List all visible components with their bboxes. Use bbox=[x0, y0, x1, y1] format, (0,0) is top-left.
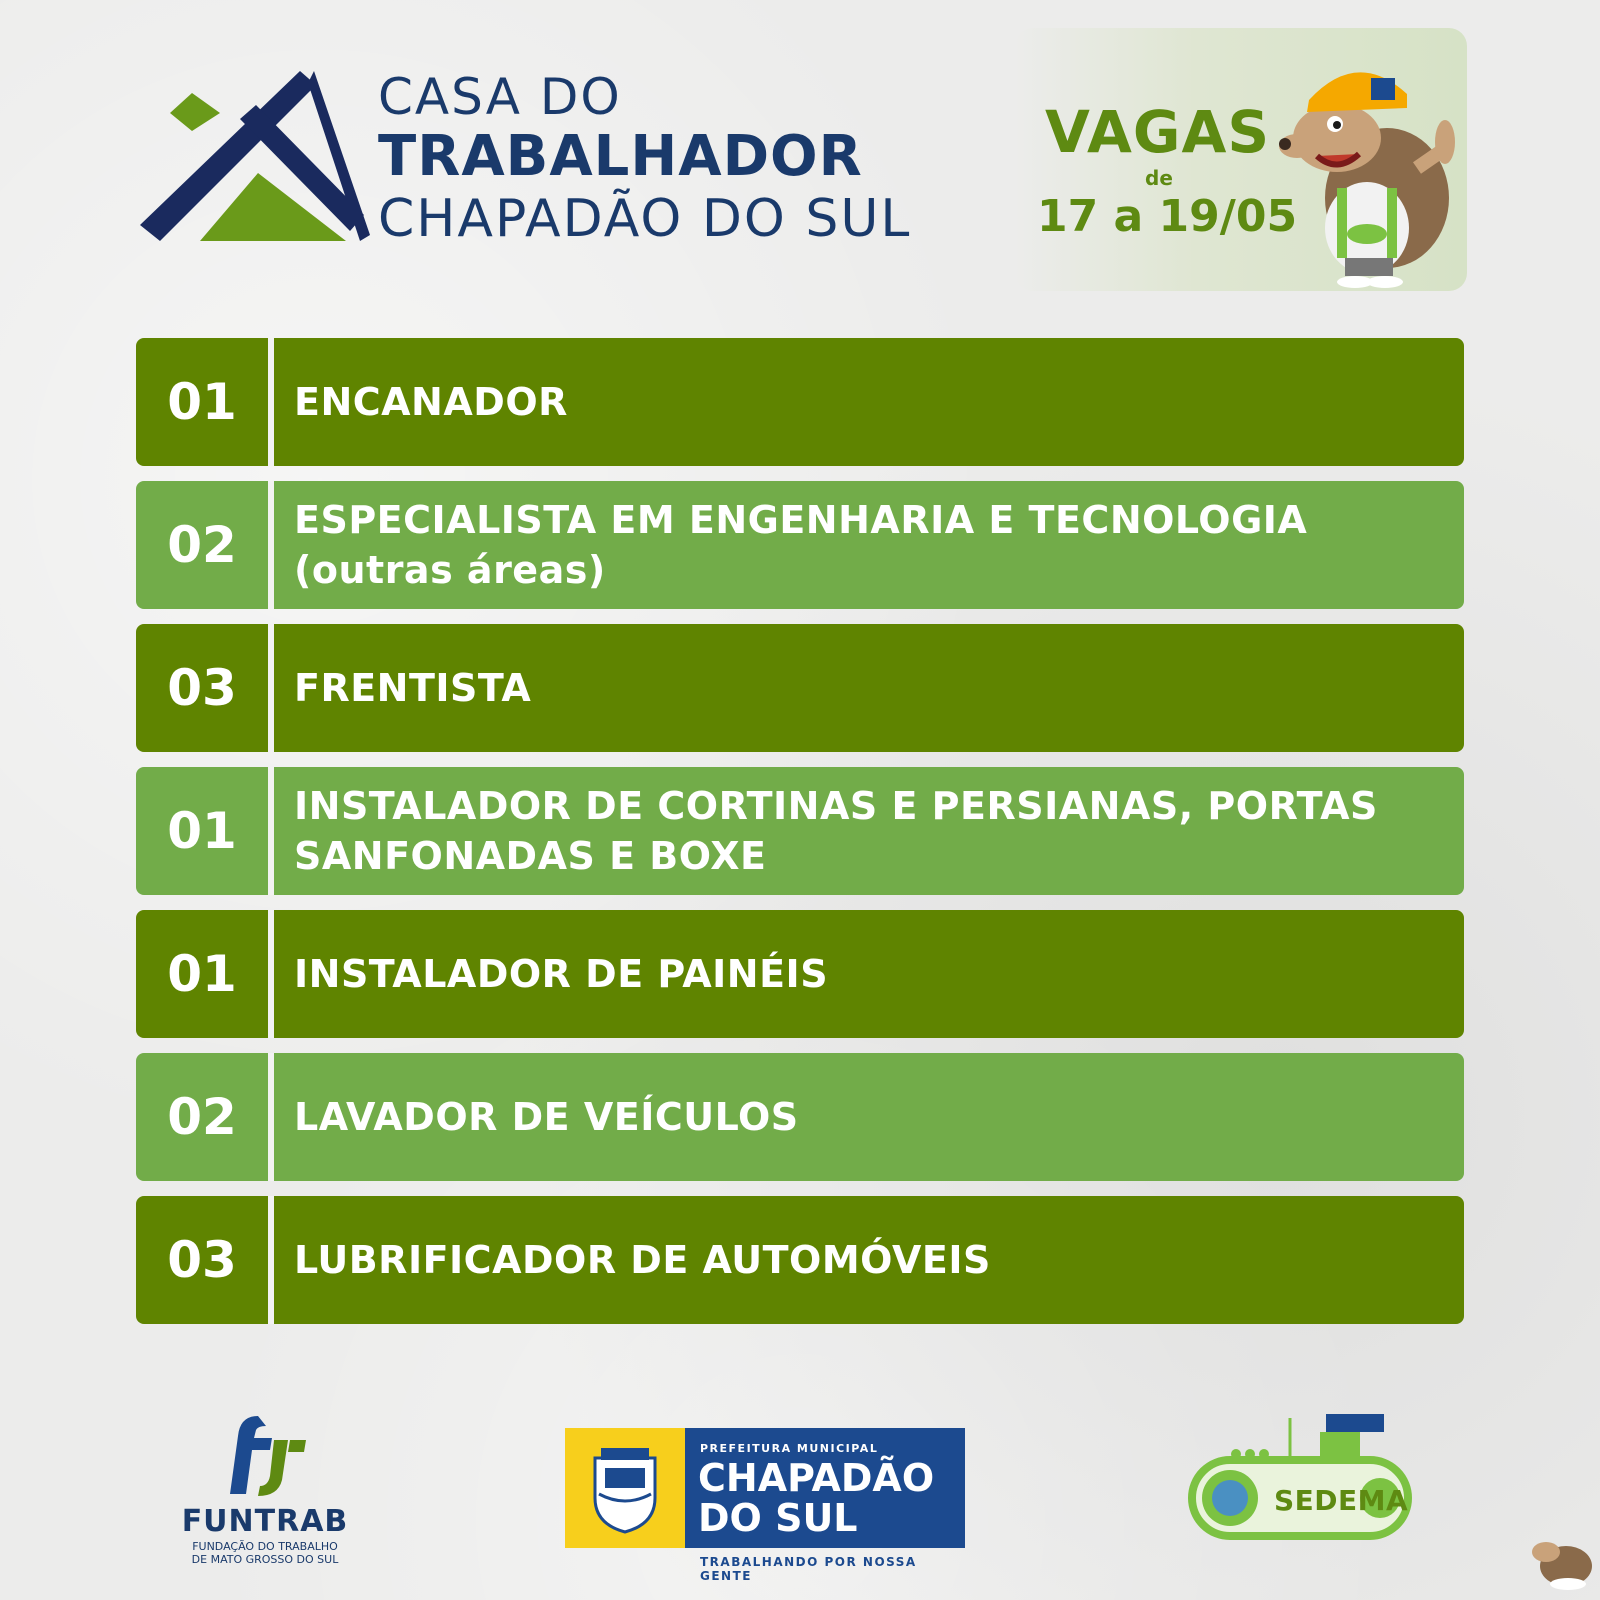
prefeitura-logo bbox=[565, 1428, 965, 1583]
vagas-connector: de bbox=[1145, 166, 1173, 190]
funtrab-subtitle bbox=[170, 1540, 360, 1566]
job-quantity: 01 bbox=[167, 373, 237, 431]
job-title: INSTALADOR DE CORTINAS E PERSIANAS, PORTAS SANFONADAS E BOXE bbox=[294, 784, 1378, 878]
job-title: ENCANADOR bbox=[294, 380, 568, 424]
job-row bbox=[136, 481, 1464, 609]
job-title: FRENTISTA bbox=[294, 666, 532, 710]
job-title: LUBRIFICADOR DE AUTOMÓVEIS bbox=[294, 1238, 991, 1282]
municipal-crest-icon bbox=[565, 1428, 685, 1548]
prefeitura-crest-area bbox=[565, 1428, 685, 1548]
job-quantity: 01 bbox=[167, 802, 237, 860]
job-row bbox=[136, 1053, 1464, 1181]
armadillo-corner-icon bbox=[1528, 1522, 1598, 1592]
sedema-name: SEDEMA bbox=[1274, 1484, 1409, 1517]
job-title: LAVADOR DE VEÍCULOS bbox=[294, 1095, 799, 1139]
job-row bbox=[136, 767, 1464, 895]
job-quantity: 02 bbox=[167, 1088, 237, 1146]
job-row bbox=[136, 1196, 1464, 1324]
prefeitura-name-line1: CHAPADÃO bbox=[698, 1456, 935, 1500]
job-quantity: 03 bbox=[167, 659, 237, 717]
job-quantity: 03 bbox=[167, 1231, 237, 1289]
house-logo-icon bbox=[140, 65, 380, 245]
funtrab-logo bbox=[170, 1410, 360, 1570]
logo-text bbox=[378, 69, 911, 249]
vagas-title: VAGAS bbox=[1045, 98, 1271, 166]
funtrab-mark-icon bbox=[170, 1410, 360, 1500]
funtrab-subtitle-line: FUNDAÇÃO DO TRABALHO bbox=[192, 1540, 338, 1553]
funtrab-subtitle-line: DE MATO GROSSO DO SUL bbox=[191, 1553, 339, 1566]
prefeitura-small-label: PREFEITURA MUNICIPAL bbox=[700, 1442, 879, 1455]
logo-line-casa-do: CASA DO bbox=[378, 68, 622, 126]
prefeitura-tagline: TRABALHANDO POR NOSSA GENTE bbox=[700, 1555, 917, 1583]
footer-logos bbox=[0, 1400, 1600, 1600]
casa-do-trabalhador-logo bbox=[140, 65, 960, 265]
vagas-card bbox=[1015, 28, 1467, 291]
job-title: INSTALADOR DE PAINÉIS bbox=[294, 952, 829, 996]
job-list bbox=[136, 338, 1464, 1339]
job-quantity: 01 bbox=[167, 945, 237, 1003]
job-row bbox=[136, 624, 1464, 752]
armadillo-mascot-icon bbox=[1267, 38, 1467, 288]
logo-line-chapadao: CHAPADÃO DO SUL bbox=[378, 189, 912, 249]
job-row bbox=[136, 910, 1464, 1038]
sedema-logo bbox=[1180, 1410, 1420, 1560]
job-title: ESPECIALISTA EM ENGENHARIA E TECNOLOGIA (outras áreas) bbox=[294, 498, 1308, 592]
vagas-dates: 17 a 19/05 bbox=[1037, 191, 1298, 242]
prefeitura-name-line2: DO SUL bbox=[698, 1496, 858, 1540]
job-quantity: 02 bbox=[167, 516, 237, 574]
logo-line-trabalhador: TRABALHADOR bbox=[378, 124, 863, 189]
job-row bbox=[136, 338, 1464, 466]
funtrab-name: FUNTRAB bbox=[181, 1504, 349, 1539]
